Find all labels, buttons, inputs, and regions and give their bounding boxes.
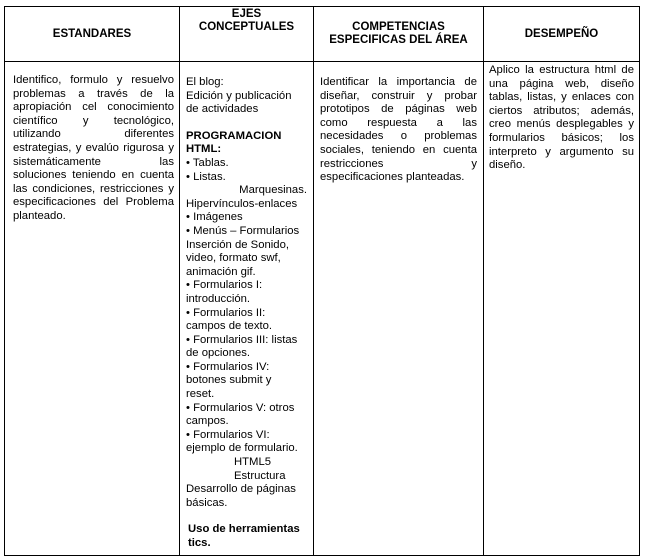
- eje-item: de opciones.: [186, 347, 251, 360]
- estandares-text: Identifico, formulo y resuelvo problemas a través de la apropiación cel conocimiento científico y tecnológico, utilizando diferentes estrategias, y evalúo rigurosa y sistemáticamente las soluciones teniendo en cuenta las condiciones, restricciones y especificaciones del Problema planteado.: [13, 74, 174, 222]
- header-competencias-line2: ESPECIFICAS DEL ÁREA: [329, 34, 468, 46]
- eje-item: video, formato swf,: [186, 252, 281, 265]
- eje-item: • Menús – Formularios: [186, 224, 300, 237]
- competencias-cell: [314, 62, 484, 556]
- eje-item: reset.: [186, 388, 215, 401]
- blog-title: El blog:: [186, 76, 224, 88]
- eje-item: ejemplo de formulario.: [186, 442, 298, 455]
- estructura-label: Estructura: [234, 469, 286, 482]
- eje-item: animación gif.: [186, 265, 256, 278]
- prog-title-2: HTML:: [186, 143, 222, 156]
- ejes-cell: [180, 62, 314, 556]
- header-row: [5, 7, 640, 62]
- eje-item: Marquesinas.: [239, 184, 307, 197]
- content-row: [5, 62, 640, 556]
- html5-label: HTML5: [234, 456, 272, 469]
- eje-item: introducción.: [186, 292, 251, 305]
- eje-item: • Formularios I:: [186, 279, 263, 292]
- eje-item: • Imágenes: [186, 211, 243, 224]
- header-competencias: [314, 7, 484, 62]
- eje-item: campos.: [186, 415, 229, 428]
- desempeno-text: Aplico la estructura html de una página web, diseño tablas, listas, y enlaces con ciertos atributos; además, creo menús desplegables y formularios básicos; los interpreto y argumento su diseño.: [489, 64, 634, 172]
- prog-title-1: PROGRAMACION: [186, 129, 282, 142]
- desarrollo-line-2: básicas.: [186, 496, 228, 509]
- eje-item: • Formularios III: listas: [186, 333, 298, 346]
- eje-item: Hipervínculos-enlaces: [186, 197, 298, 210]
- eje-item: • Tablas.: [186, 156, 229, 169]
- eje-item: campos de texto.: [186, 320, 273, 333]
- eje-item: botones submit y: [186, 374, 272, 387]
- header-competencias-line1: COMPETENCIAS: [352, 21, 445, 33]
- eje-item: • Formularios V: otros: [186, 401, 295, 414]
- competencias-text: Identificar la importancia de diseñar, construir y probar prototipos de páginas web como respuesta a las necesidades o problemas sociales, teniendo en cuenta restricciones y especificaciones planteadas.: [320, 76, 477, 184]
- header-ejes-conceptuales: [180, 7, 314, 62]
- desarrollo-line-1: Desarrollo de páginas: [186, 483, 296, 496]
- herramientas-line-1: Uso de herramientas: [188, 523, 300, 536]
- eje-item: • Listas.: [186, 170, 226, 183]
- eje-item: Inserción de Sonido,: [186, 238, 289, 251]
- header-ejes-line2: CONCEPTUALES: [198, 21, 295, 33]
- desempeno-cell: [484, 62, 640, 556]
- eje-item: • Formularios II:: [186, 306, 266, 319]
- curriculum-table: [4, 6, 640, 556]
- header-ejes-line1: EJES: [231, 8, 262, 20]
- estandares-cell: [5, 62, 180, 556]
- header-estandares: ESTANDARES: [5, 7, 180, 62]
- blog-desc: Edición y publicación de actividades: [186, 89, 292, 116]
- herramientas-line-2: tics.: [188, 537, 211, 549]
- eje-item: • Formularios IV:: [186, 360, 270, 373]
- header-desempeno: DESEMPEÑO: [484, 7, 640, 62]
- eje-item: • Formularios VI:: [186, 428, 270, 441]
